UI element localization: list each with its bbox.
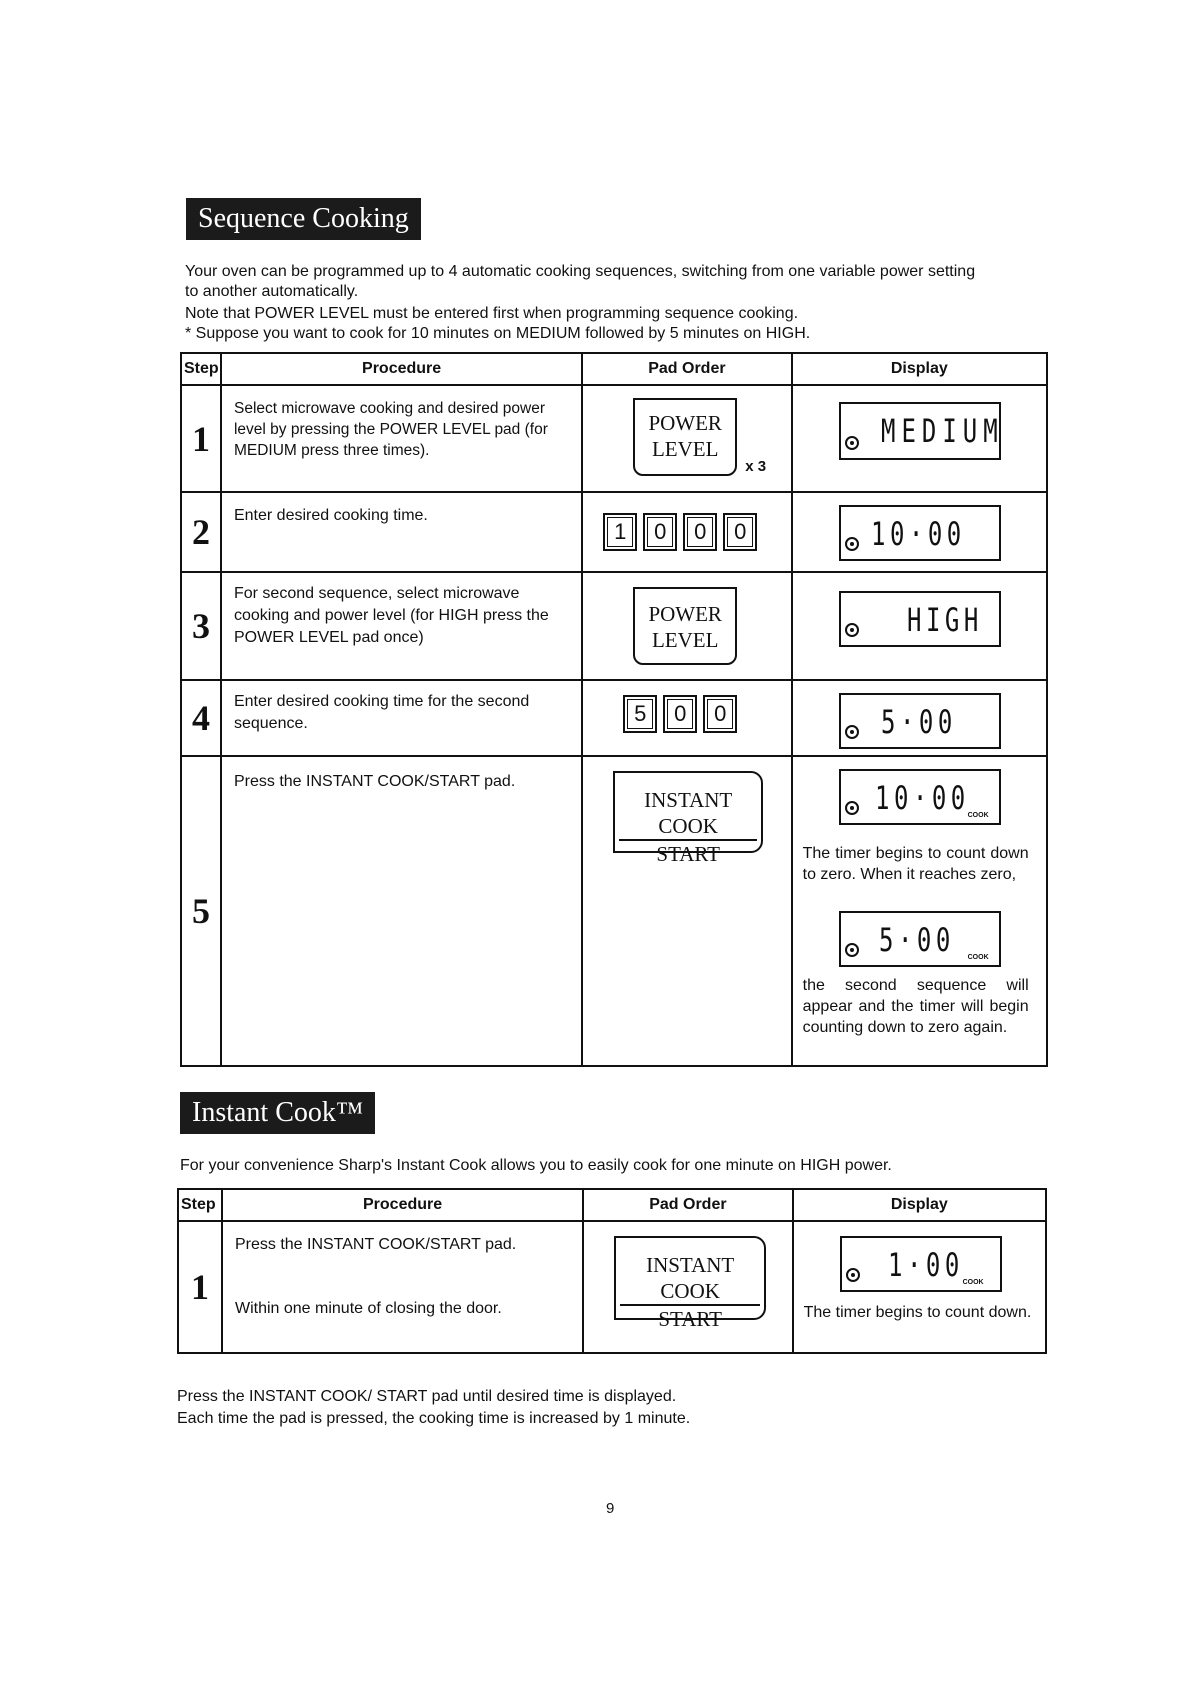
pad-label: INSTANT COOK [646, 1253, 735, 1303]
power-icon [845, 943, 859, 957]
instant-cook-start-pad[interactable] [614, 1236, 766, 1331]
display-cell [792, 385, 1047, 492]
number-keys [603, 513, 763, 551]
instant-intro: For your convenience Sharp's Instant Cook allows you to easily cook for one minute on HIGH power. [180, 1157, 892, 1174]
display-reading: 10·00 [874, 779, 970, 817]
step-procedure [222, 1221, 583, 1353]
pad-label: LEVEL [651, 628, 719, 652]
pad-label: START [620, 1304, 760, 1332]
lcd-display [839, 402, 1004, 460]
display-note: the second sequence will appear and the timer will begin counting down to zero again. [802, 977, 1029, 1036]
step-procedure: For second sequence, select microwave cooking and power level (for HIGH press the POWER LEVEL pad once) [221, 572, 582, 680]
header-procedure: Procedure [221, 353, 582, 385]
footnote-line: Each time the pad is pressed, the cooking time is increased by 1 minute. [177, 1410, 691, 1427]
display-note: The timer begins to count down to zero. When it reaches zero, [802, 845, 1029, 883]
procedure-line: Within one minute of closing the door. [234, 1300, 502, 1317]
step-number: 5 [181, 756, 221, 1066]
display-cell [792, 680, 1047, 756]
header-step: Step [181, 353, 221, 385]
step-procedure: Enter desired cooking time. [221, 492, 582, 572]
step-number: 1 [181, 385, 221, 492]
lcd-display [839, 769, 1001, 825]
instant-cook-heading: Instant Cook™ [180, 1092, 375, 1134]
pad-order-cell [582, 756, 791, 1066]
step-number: 3 [181, 572, 221, 680]
power-icon [845, 801, 859, 815]
sequence-intro [185, 262, 975, 344]
pad-order-cell [582, 680, 791, 756]
step-number: 1 [178, 1221, 222, 1353]
pad-order-cell [582, 492, 791, 572]
header-step: Step [178, 1189, 222, 1221]
display-note: The timer begins to count down. [803, 1304, 1032, 1321]
header-display: Display [793, 1189, 1046, 1221]
display-reading: 5·00 [878, 921, 955, 959]
pad-label: INSTANT COOK [644, 788, 733, 838]
sequence-table [180, 352, 1048, 1067]
step-number: 4 [181, 680, 221, 756]
lcd-display [839, 591, 1001, 647]
number-key[interactable]: 1 [603, 513, 637, 551]
footnote-line: Press the INSTANT COOK/ START pad until desired time is displayed. [177, 1388, 677, 1405]
power-icon [845, 537, 859, 551]
lcd-display [839, 693, 1001, 749]
cook-indicator: COOK [962, 1279, 984, 1286]
display-reading: 1·00 [887, 1246, 964, 1284]
step-procedure: Enter desired cooking time for the second sequence. [221, 680, 582, 756]
page-number: 9 [606, 1500, 615, 1517]
lcd-display [839, 911, 1001, 967]
sequence-cooking-heading: Sequence Cooking [186, 198, 421, 240]
number-keys [623, 695, 743, 733]
display-cell [792, 572, 1047, 680]
display-cell [792, 492, 1047, 572]
instant-cook-start-pad[interactable] [613, 771, 763, 866]
table-row [181, 492, 1047, 572]
pad-order-cell [583, 1221, 792, 1353]
display-cell [792, 756, 1047, 1066]
table-row [181, 572, 1047, 680]
number-key[interactable]: 0 [683, 513, 717, 551]
header-display: Display [792, 353, 1047, 385]
display-reading: HIGH [906, 601, 983, 639]
header-pad-order: Pad Order [583, 1189, 792, 1221]
lcd-display [840, 1236, 1002, 1292]
number-key[interactable]: 0 [643, 513, 677, 551]
pad-label: LEVEL [651, 437, 719, 461]
cook-indicator: COOK [967, 812, 989, 819]
intro-line-2: to another automatically. [185, 283, 359, 300]
instant-cook-footnote [177, 1386, 690, 1430]
intro-line-1: Your oven can be programmed up to 4 automatic cooking sequences, switching from one variable power setting [185, 263, 976, 280]
pad-label: POWER [648, 411, 722, 435]
intro-line-4: * Suppose you want to cook for 10 minutes on MEDIUM followed by 5 minutes on HIGH. [185, 325, 811, 342]
header-procedure: Procedure [222, 1189, 583, 1221]
press-count: x 3 [745, 458, 767, 475]
number-key[interactable]: 0 [663, 695, 697, 733]
instant-table [177, 1188, 1047, 1354]
table-row [181, 385, 1047, 492]
pad-label: POWER [648, 602, 722, 626]
display-reading: 10·00 [870, 515, 966, 553]
intro-line-3: Note that POWER LEVEL must be entered first when programming sequence cooking. [185, 305, 799, 322]
display-reading: MEDIUM [880, 412, 1004, 450]
table-row [181, 756, 1047, 1066]
table-row [181, 680, 1047, 756]
pad-order-cell [582, 385, 791, 492]
number-key[interactable]: 0 [723, 513, 757, 551]
cook-indicator: COOK [967, 954, 989, 961]
step-procedure: Press the INSTANT COOK/START pad. [221, 756, 582, 1066]
pad-label: START [619, 839, 757, 867]
power-icon [845, 725, 859, 739]
power-level-pad[interactable] [633, 398, 737, 476]
display-cell [793, 1221, 1046, 1353]
power-icon [845, 436, 859, 450]
display-reading: 5·00 [880, 703, 957, 741]
power-icon [846, 1268, 860, 1282]
pad-order-cell [582, 572, 791, 680]
step-number: 2 [181, 492, 221, 572]
power-icon [845, 623, 859, 637]
procedure-line: Press the INSTANT COOK/START pad. [234, 1236, 517, 1253]
step-procedure: Select microwave cooking and desired power level by pressing the POWER LEVEL pad (for MEDIUM press three times). [221, 385, 582, 492]
power-level-pad[interactable] [633, 587, 737, 665]
lcd-display [839, 505, 1001, 561]
number-key[interactable]: 5 [623, 695, 657, 733]
header-pad-order: Pad Order [582, 353, 791, 385]
number-key[interactable]: 0 [703, 695, 737, 733]
table-row [178, 1221, 1046, 1353]
